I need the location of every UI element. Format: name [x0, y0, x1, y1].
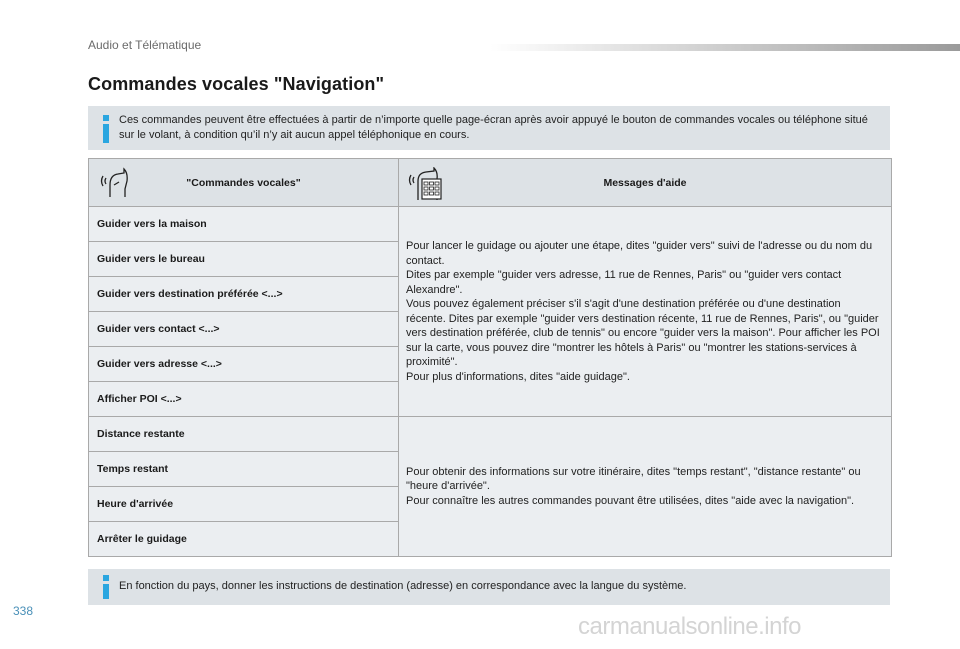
help-message-cell: Pour obtenir des informations sur votre itinéraire, dites "temps restant", "distance restante" ou "heure d'arrivée". Pour connaître les autres commandes pouvant être utilisées, dites "aide avec la navigation".	[399, 417, 892, 557]
header-help: Messages d'aide	[399, 159, 892, 207]
command-cell: Guider vers contact <...>	[89, 312, 399, 347]
page-title: Commandes vocales "Navigation"	[88, 74, 385, 94]
command-cell: Guider vers la maison	[89, 207, 399, 242]
command-cell: Arrêter le guidage	[89, 522, 399, 557]
info-note-top	[88, 106, 890, 150]
header-gradient-bar	[490, 44, 960, 51]
info-note-text: Ces commandes peuvent être effectuées à partir de n’importe quelle page-écran après avoir appuyé le bouton de commandes vocales ou téléphone situé sur le volant, à condition qu’il n’y ait aucun appel téléphonique en cours.	[119, 114, 868, 141]
voice-commands-table	[88, 158, 892, 557]
watermark: carmanualsonline.info	[578, 613, 801, 640]
command-cell: Afficher POI <...>	[89, 382, 399, 417]
command-cell: Guider vers destination préférée <...>	[89, 277, 399, 312]
help-message-cell: Pour lancer le guidage ou ajouter une étape, dites "guider vers" suivi de l'adresse ou du nom du contact. Dites par exemple "guider vers adresse, 11 rue de Rennes, Paris" ou "guider vers contact Alexandre". Vous pouvez également préciser s'il s'agit d'une destination préférée ou d'une destination récente. Dites par exemple "guider vers destination récente, 11 rue de Rennes, Paris", ou "guider vers destination préférée, club de tennis" ou encore "guider vers la maison". Pour afficher les POI sur la carte, vous pouvez dire "montrer les hôtels à Paris" ou "montrer les stations-services à proximité". Pour plus d'informations, dites "aide guidage".	[399, 207, 892, 417]
header-commands: "Commandes vocales"	[89, 159, 399, 207]
info-icon	[102, 115, 110, 143]
voice-hand-icon	[97, 167, 133, 201]
voice-screen-icon	[407, 167, 447, 203]
page-number: 338	[13, 604, 34, 618]
info-icon	[102, 575, 110, 599]
command-cell: Guider vers le bureau	[89, 242, 399, 277]
command-cell: Temps restant	[89, 452, 399, 487]
table-row	[89, 417, 892, 452]
table-row	[89, 207, 892, 242]
command-cell: Heure d'arrivée	[89, 487, 399, 522]
command-cell: Distance restante	[89, 417, 399, 452]
info-note-bottom	[88, 569, 890, 605]
info-note-text: En fonction du pays, donner les instructions de destination (adresse) en correspondance avec la langue du système.	[119, 580, 687, 592]
section-title: Audio et Télématique	[88, 38, 202, 52]
command-cell: Guider vers adresse <...>	[89, 347, 399, 382]
